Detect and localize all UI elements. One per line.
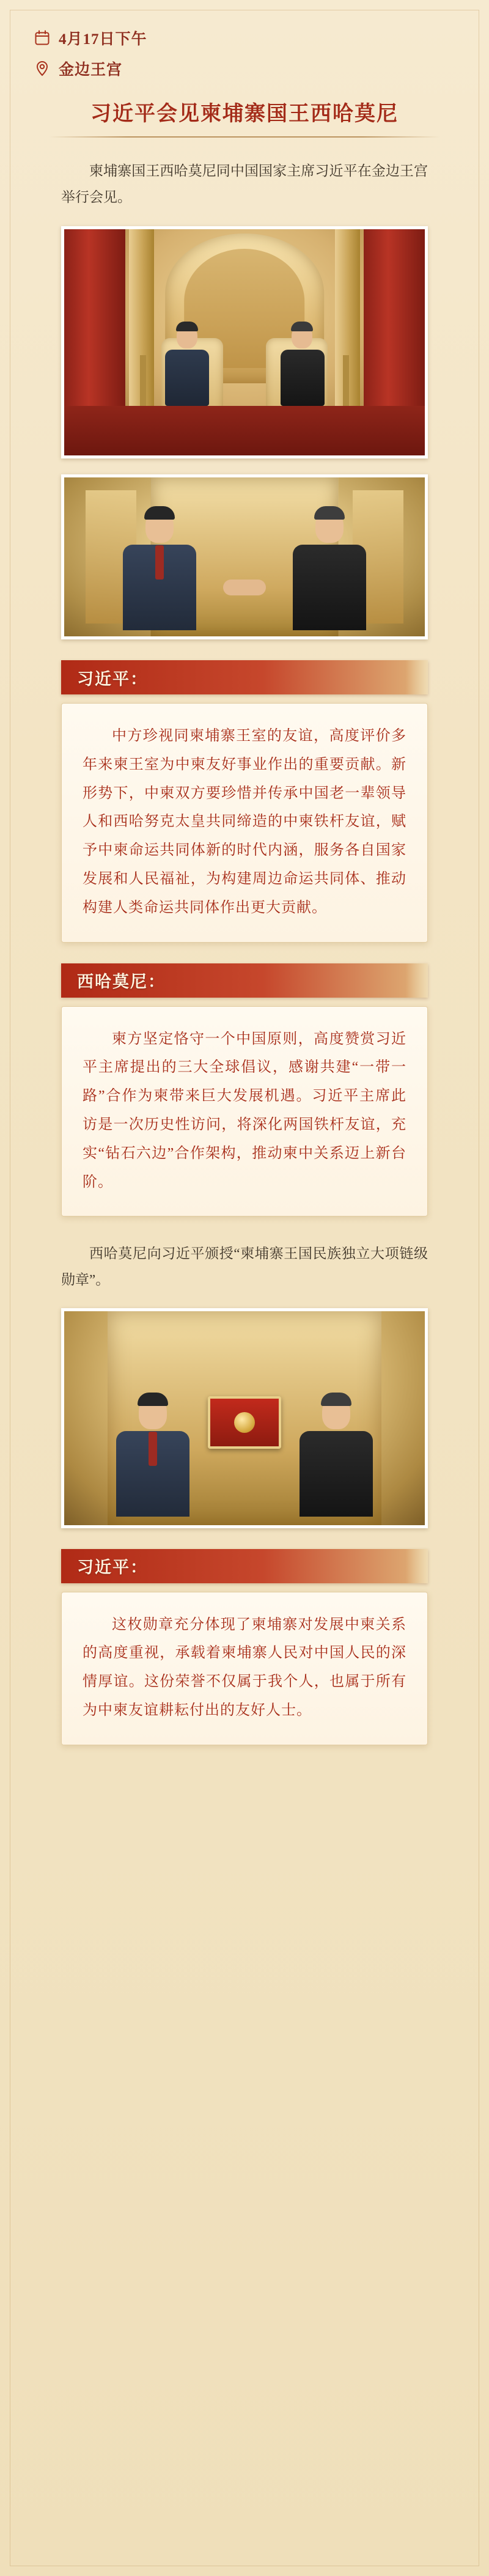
speaker-banner-3: [61, 1549, 428, 1583]
photo-medal-presentation: [61, 1308, 428, 1528]
speaker-banner-2: [61, 963, 428, 998]
quote-card-1: 中方珍视同柬埔寨王室的友谊，高度评价多年来柬王室为中柬友好事业作出的重要贡献。新形势下，中柬双方要珍惜并传承中国老一辈领导人和西哈努克太皇共同缔造的中柬铁杆友谊，赋予中柬命运共同体新的时代内涵，服务各自国家发展和人民福祉，为构建周边命运共同体、推动构建人类命运共同体作出更大贡献。: [61, 703, 428, 943]
title-divider: [49, 136, 440, 138]
speaker-name: 习近平：: [77, 669, 148, 688]
quote-card-3: 这枚勋章充分体现了柬埔寨对发展中柬关系的高度重视，承载着柬埔寨人民对中国人民的深情厚谊。这份荣誉不仅属于我个人，也属于所有为中柬友谊耕耘付出的友好人士。: [61, 1592, 428, 1745]
photo-caption: 西哈莫尼向习近平颁授“柬埔寨王国民族独立大项链级勋章”。: [61, 1246, 428, 1287]
photo-handshake: [61, 474, 428, 639]
meta-location: 金边王宫: [59, 62, 123, 78]
quote-card-2: 柬方坚定恪守一个中国原则，高度赞赏习近平主席提出的三大全球倡议，感谢共建“一带一路”合作为柬带来巨大发展机遇。习近平主席此访是一次历史性访问，将深化两国铁杆友谊，充实“钻石六边”合作架构，推动柬中关系迈上新台阶。: [61, 1006, 428, 1217]
lead-paragraph: 柬埔寨国王西哈莫尼同中国国家主席习近平在金边王宫举行会见。: [61, 163, 428, 205]
page-title-wrap: [0, 97, 489, 138]
meta-date-row: [33, 27, 489, 49]
location-pin-icon: [33, 59, 51, 78]
meta-location-row: [33, 57, 489, 79]
photo-meeting-throne-room: [61, 226, 428, 458]
article-meta: [0, 0, 489, 79]
calendar-icon: [33, 29, 51, 47]
page-title: 习近平会见柬埔寨国王西哈莫尼: [90, 103, 399, 125]
speaker-banner-1: [61, 660, 428, 694]
speaker-name: 习近平：: [77, 1558, 148, 1577]
speaker-name: 西哈莫尼：: [77, 973, 166, 992]
meta-date: 4月17日下午: [59, 31, 147, 48]
